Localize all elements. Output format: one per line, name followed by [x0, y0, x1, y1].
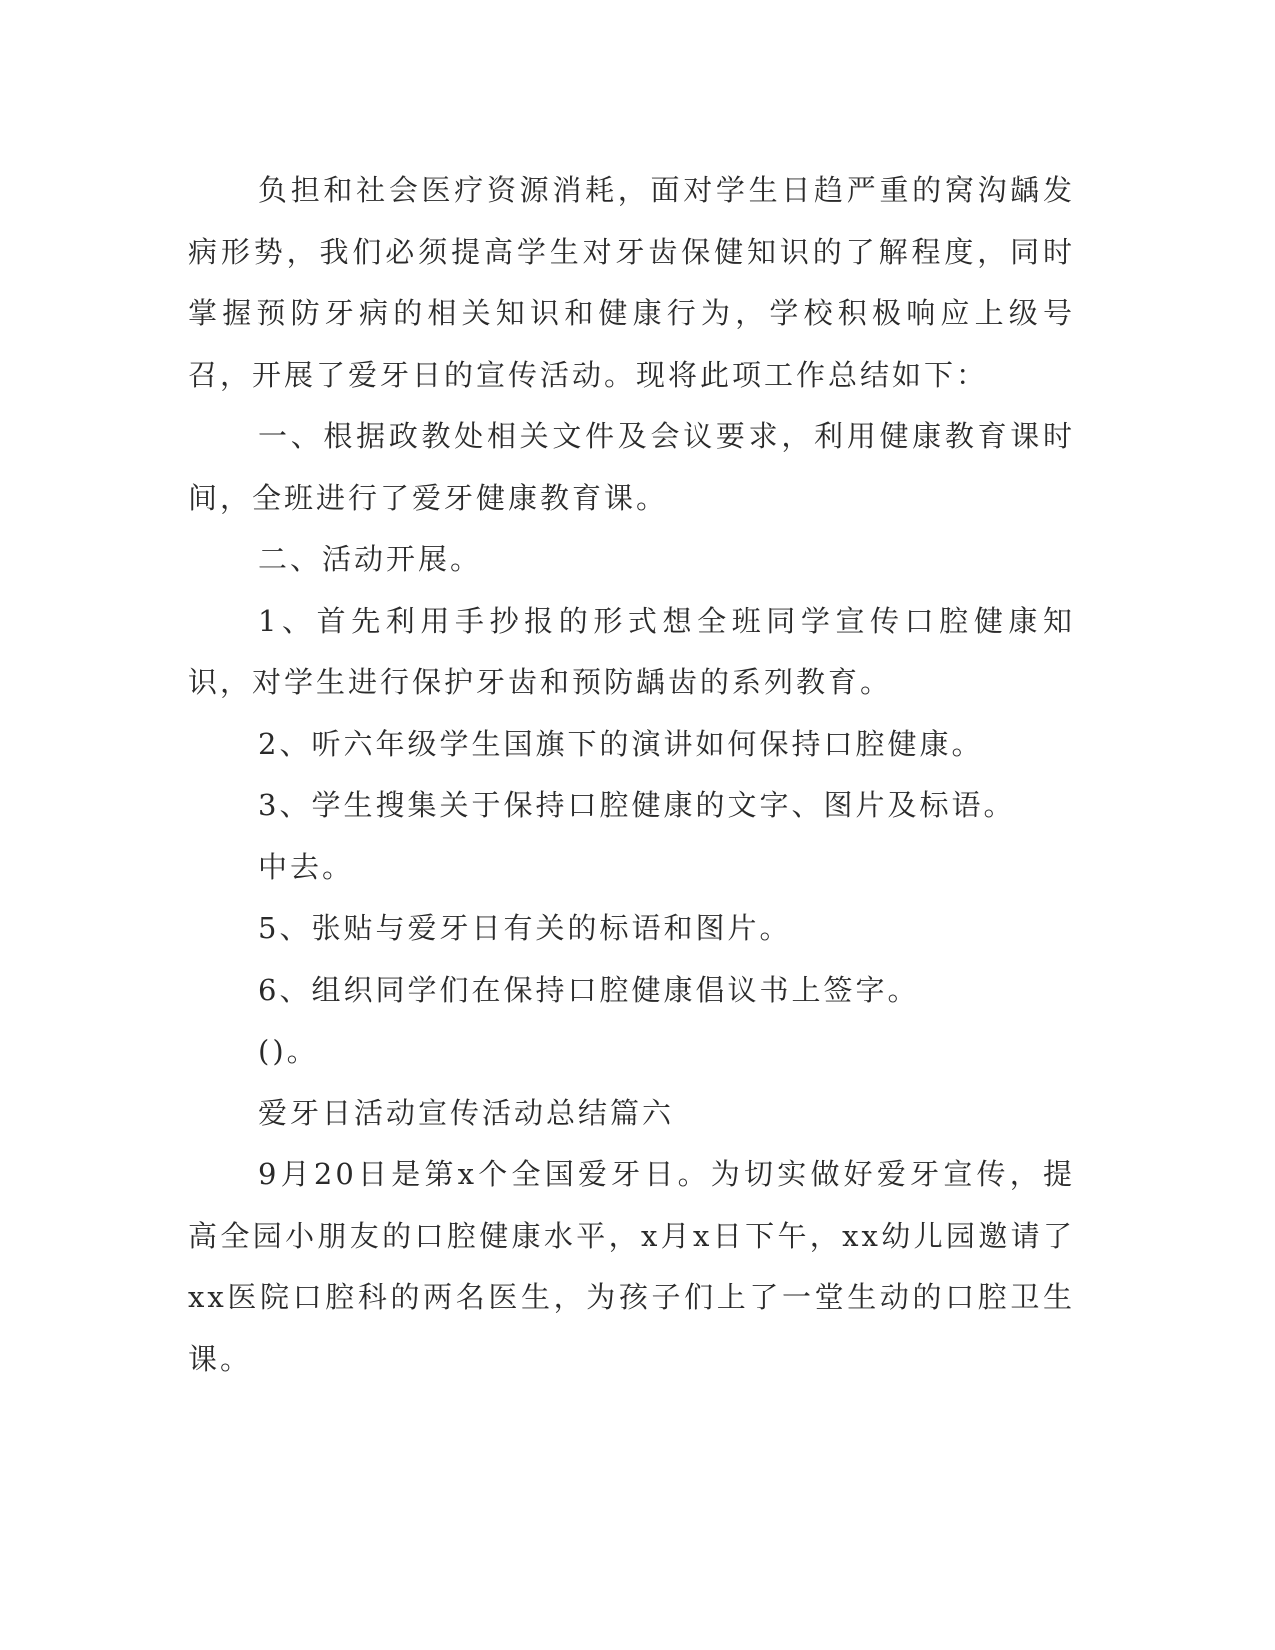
paragraph-item-3: 3、学生搜集关于保持口腔健康的文字、图片及标语。 [258, 788, 1016, 822]
paragraph-item-6: 6、组织同学们在保持口腔健康倡议书上签字。 [258, 972, 920, 1007]
section-heading-part-six: 爱牙日活动宣传活动总结篇六 [258, 1095, 675, 1130]
paragraph-item-1: 1、首先利用手抄报的形式想全班同学宣传口腔健康知识，对学生进行保护牙齿和预防龋齿的系列教育。 [188, 603, 1075, 699]
paragraph-item-5: 5、张贴与爱牙日有关的标语和图片。 [258, 911, 792, 945]
paragraph-parentheses: ()。 [258, 1034, 319, 1068]
paragraph-item-2: 2、听六年级学生国旗下的演讲如何保持口腔健康。 [258, 726, 984, 761]
paragraph-part-six-body: 9月20日是第x个全国爱牙日。为切实做好爱牙宣传，提高全园小朋友的口腔健康水平，x月x日下午，xx幼儿园邀请了xx医院口腔科的两名医生，为孩子们上了一堂生动的口腔卫生课。 [188, 1157, 1075, 1376]
body-text [188, 160, 1075, 1390]
paragraph-section-two-heading: 二、活动开展。 [258, 542, 483, 576]
paragraph-section-one: 一、根据政教处相关文件及会议要求，利用健康教育课时间，全班进行了爱牙健康教育课。 [188, 419, 1075, 515]
paragraph-fragment: 中去。 [258, 849, 355, 884]
paragraph-intro: 负担和社会医疗资源消耗，面对学生日趋严重的窝沟龋发病形势，我们必须提高学生对牙齿保健知识的了解程度，同时掌握预防牙病的相关知识和健康行为，学校积极响应上级号召，开展了爱牙日的宣传活动。现将此项工作总结如下： [188, 173, 1075, 392]
